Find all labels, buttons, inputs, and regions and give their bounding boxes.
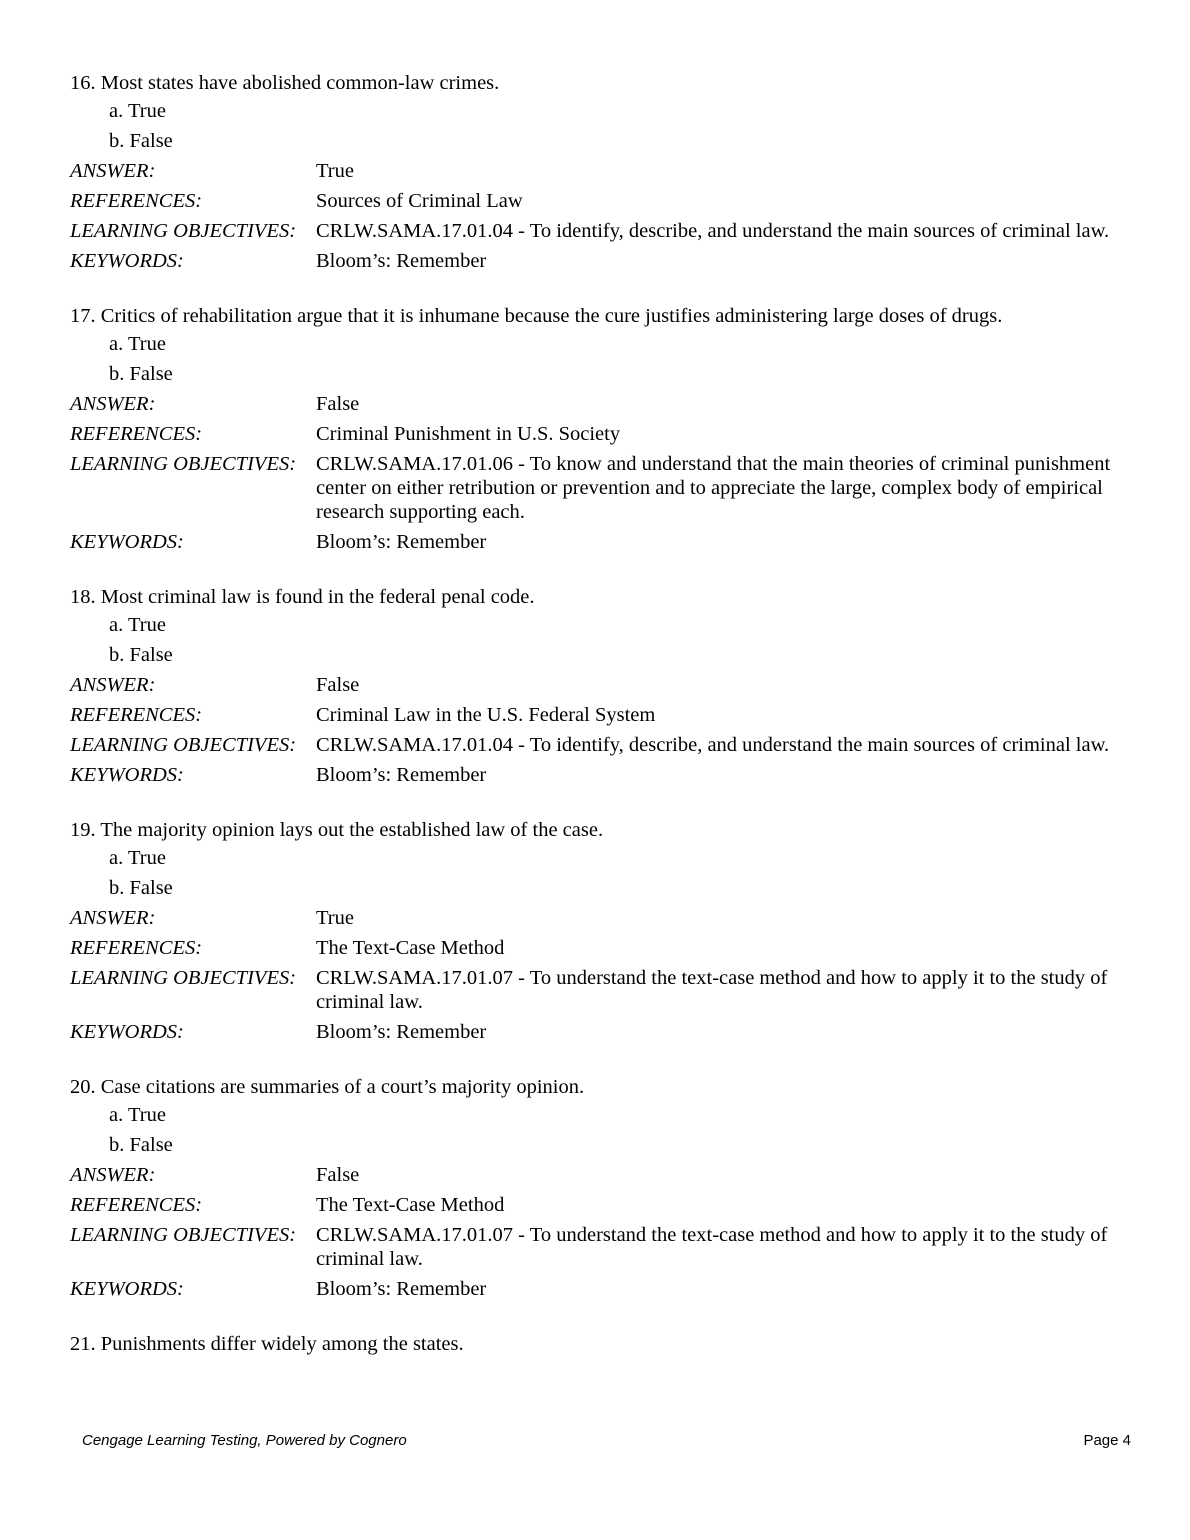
answer-row	[70, 670, 1120, 700]
references-label: REFERENCES:	[70, 423, 203, 445]
choice-true: a. True	[109, 333, 166, 355]
answer-label: ANSWER:	[70, 160, 156, 182]
question-text: 18. Most criminal law is found in the federal penal code.	[70, 586, 535, 608]
learning-objectives-row	[70, 216, 1120, 246]
keywords-row	[70, 1274, 1120, 1304]
learning-objectives-label: LEARNING OBJECTIVES:	[70, 734, 297, 756]
question-text: 16. Most states have abolished common-law crimes.	[70, 72, 500, 94]
references-row	[70, 700, 1120, 730]
references-label: REFERENCES:	[70, 704, 203, 726]
answer-label: ANSWER:	[70, 907, 156, 929]
references-label: REFERENCES:	[70, 1194, 203, 1216]
references-label: REFERENCES:	[70, 190, 203, 212]
question-21	[70, 1331, 1120, 1357]
footer-publisher: Cengage Learning Testing, Powered by Cognero	[82, 1432, 407, 1449]
keywords-value: Bloom’s: Remember	[316, 764, 487, 786]
answer-value: False	[316, 393, 360, 415]
answer-value: False	[316, 674, 360, 696]
keywords-label: KEYWORDS:	[70, 250, 184, 272]
question-17	[70, 303, 1120, 557]
question-text: 19. The majority opinion lays out the established law of the case.	[70, 819, 604, 841]
keywords-value: Bloom’s: Remember	[316, 250, 487, 272]
choice-true: a. True	[109, 614, 166, 636]
answer-label: ANSWER:	[70, 393, 156, 415]
choice-true: a. True	[109, 847, 166, 869]
choice-true: a. True	[109, 1104, 166, 1126]
references-value: Sources of Criminal Law	[316, 190, 523, 212]
keywords-value: Bloom’s: Remember	[316, 1278, 487, 1300]
answer-row	[70, 156, 1120, 186]
question-16	[70, 70, 1120, 276]
keywords-row	[70, 246, 1120, 276]
answer-label: ANSWER:	[70, 1164, 156, 1186]
learning-objectives-row	[70, 1220, 1120, 1274]
references-row	[70, 419, 1120, 449]
question-text: 20. Case citations are summaries of a court’s majority opinion.	[70, 1076, 585, 1098]
choice-false: b. False	[109, 1134, 173, 1156]
answer-label: ANSWER:	[70, 674, 156, 696]
page-number: Page 4	[1083, 1432, 1131, 1449]
question-text: 21. Punishments differ widely among the states.	[70, 1333, 464, 1355]
learning-objectives-row	[70, 963, 1120, 1017]
keywords-row	[70, 760, 1120, 790]
choice-false: b. False	[109, 130, 173, 152]
references-row	[70, 933, 1120, 963]
answer-row	[70, 903, 1120, 933]
learning-objectives-label: LEARNING OBJECTIVES:	[70, 1224, 297, 1246]
keywords-row	[70, 527, 1120, 557]
answer-value: False	[316, 1164, 360, 1186]
learning-objectives-value: CRLW.SAMA.17.01.07 - To understand the text-case method and how to apply it to the study of criminal law.	[316, 1224, 1108, 1270]
document-content	[70, 70, 1120, 1384]
keywords-value: Bloom’s: Remember	[316, 531, 487, 553]
keywords-label: KEYWORDS:	[70, 1021, 184, 1043]
choice-false: b. False	[109, 644, 173, 666]
learning-objectives-label: LEARNING OBJECTIVES:	[70, 453, 297, 475]
learning-objectives-value: CRLW.SAMA.17.01.04 - To identify, describe, and understand the main sources of criminal law.	[316, 220, 1110, 242]
learning-objectives-value: CRLW.SAMA.17.01.04 - To identify, describe, and understand the main sources of criminal law.	[316, 734, 1110, 756]
answer-value: True	[316, 160, 354, 182]
keywords-row	[70, 1017, 1120, 1047]
learning-objectives-label: LEARNING OBJECTIVES:	[70, 220, 297, 242]
question-18	[70, 584, 1120, 790]
keywords-label: KEYWORDS:	[70, 1278, 184, 1300]
question-19	[70, 817, 1120, 1047]
references-row	[70, 1190, 1120, 1220]
references-value: The Text-Case Method	[316, 937, 505, 959]
learning-objectives-value: CRLW.SAMA.17.01.07 - To understand the text-case method and how to apply it to the study of criminal law.	[316, 967, 1108, 1013]
choice-true: a. True	[109, 100, 166, 122]
references-value: Criminal Punishment in U.S. Society	[316, 423, 621, 445]
learning-objectives-row	[70, 730, 1120, 760]
answer-row	[70, 1160, 1120, 1190]
references-row	[70, 186, 1120, 216]
learning-objectives-label: LEARNING OBJECTIVES:	[70, 967, 297, 989]
answer-value: True	[316, 907, 354, 929]
question-20	[70, 1074, 1120, 1304]
learning-objectives-row	[70, 449, 1120, 527]
learning-objectives-value: CRLW.SAMA.17.01.06 - To know and understand that the main theories of criminal punishment center on either retribution or prevention and to appreciate the large, complex body of empirical research supporting each.	[316, 453, 1111, 523]
keywords-label: KEYWORDS:	[70, 764, 184, 786]
keywords-label: KEYWORDS:	[70, 531, 184, 553]
keywords-value: Bloom’s: Remember	[316, 1021, 487, 1043]
references-value: The Text-Case Method	[316, 1194, 505, 1216]
references-value: Criminal Law in the U.S. Federal System	[316, 704, 656, 726]
choice-false: b. False	[109, 877, 173, 899]
page-footer	[82, 1432, 1131, 1449]
choice-false: b. False	[109, 363, 173, 385]
references-label: REFERENCES:	[70, 937, 203, 959]
answer-row	[70, 389, 1120, 419]
question-text: 17. Critics of rehabilitation argue that it is inhumane because the cure justifies administering large doses of drugs.	[70, 305, 1003, 327]
